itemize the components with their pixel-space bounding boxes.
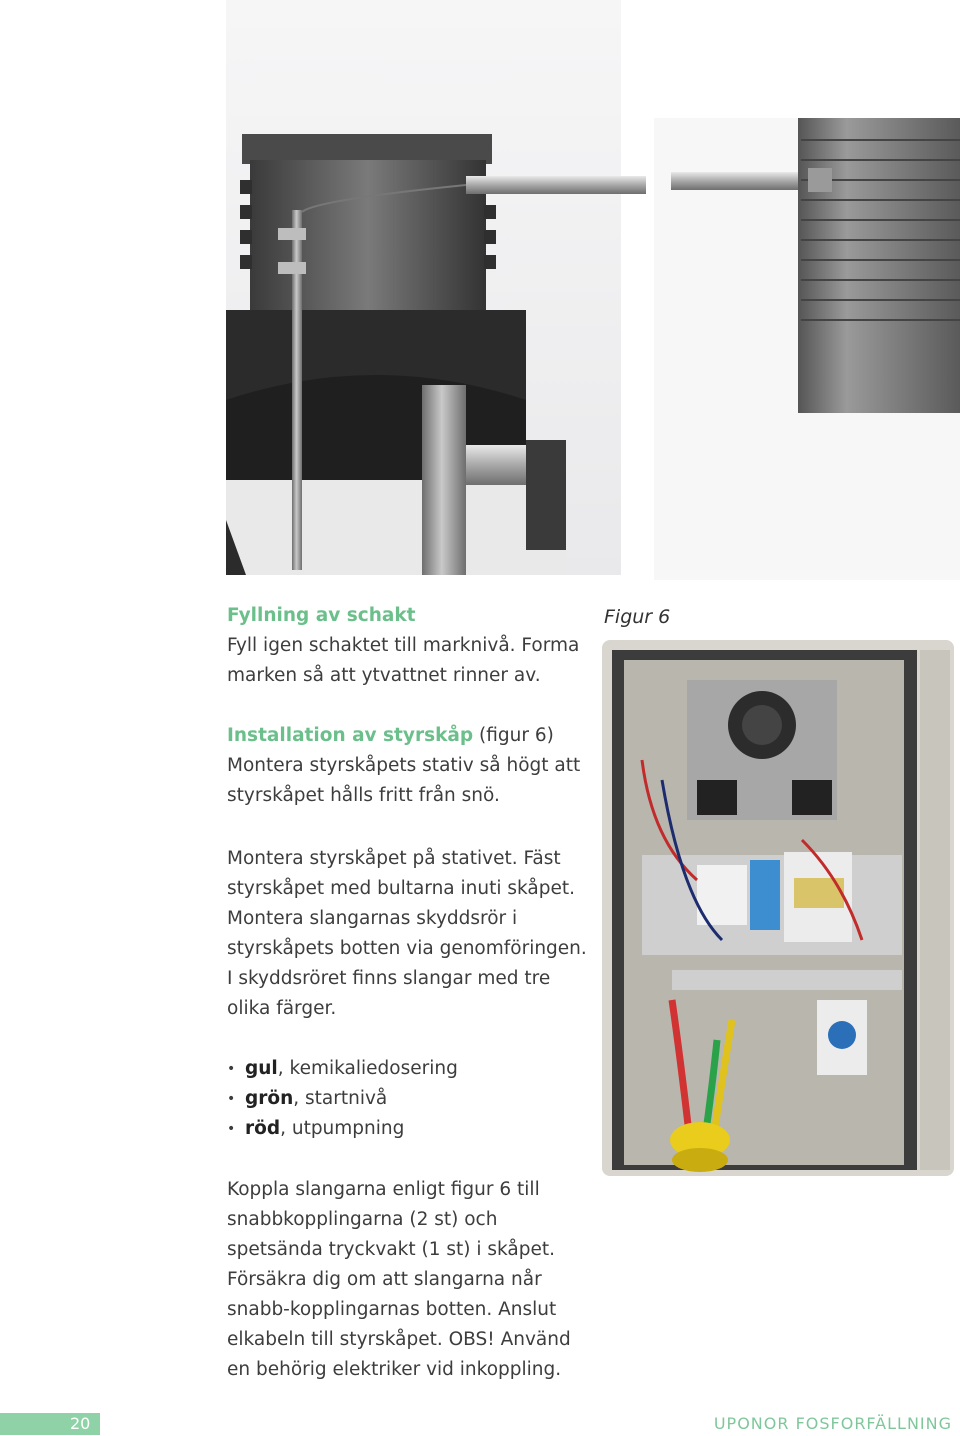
footer-title: UPONOR FOSFORFÄLLNING [713,1414,952,1433]
paragraph-fyllning: Fyll igen schaktet till marknivå. Forma marken så att ytvattnet rinner av. [227,635,580,686]
figure6-illustration [602,640,954,1176]
list-item [227,1114,587,1144]
figure6-caption: Figur 6 [604,606,671,628]
paragraph-koppla-2: Försäkra dig om att slangarna når snabb-kopplingarnas botten. Anslut elkabeln till styrskåpet. OBS! Använd en behörig elektriker vid inkoppling. [227,1269,571,1380]
page-number: 20 [70,1414,91,1433]
heading-fyllning: Fyllning av schakt [227,605,416,626]
heading-installation-suffix: (figur 6) [473,725,554,746]
hose-color-desc: , kemikaliedosering [277,1058,458,1079]
section-koppla [227,1175,587,1385]
hose-color-desc: , utpumpning [280,1118,405,1139]
heading-installation: Installation av styrskåp [227,725,474,746]
paragraph-koppla-1: Koppla slangarna enligt figur 6 till snabbkopplingarna (2 st) och spetsända tryckvakt (1 st) i skåpet. [227,1179,556,1260]
hose-color-term: gul [245,1058,278,1079]
hose-color-term: grön [245,1088,294,1109]
list-item [227,1084,587,1114]
section-installation-2 [227,844,587,1024]
section-installation [227,721,587,811]
figure5-illustration [226,0,960,580]
hose-color-term: röd [245,1118,281,1139]
heading-installation-line [227,721,587,751]
hose-color-list [227,1054,587,1144]
paragraph-installation-2: Montera styrskåpet på stativet. Fäst styrskåpet med bultarna inuti skåpet. Montera slangarnas skyddsrör i styrskåpets botten via genomföringen. I skyddsröret finns slangar med tre olika färger. [227,848,587,1019]
section-fyllning [227,601,587,691]
hose-color-desc: , startnivå [293,1088,388,1109]
paragraph-installation-1: Montera styrskåpets stativ så högt att styrskåpet hålls fritt från snö. [227,755,581,806]
list-item [227,1054,587,1084]
